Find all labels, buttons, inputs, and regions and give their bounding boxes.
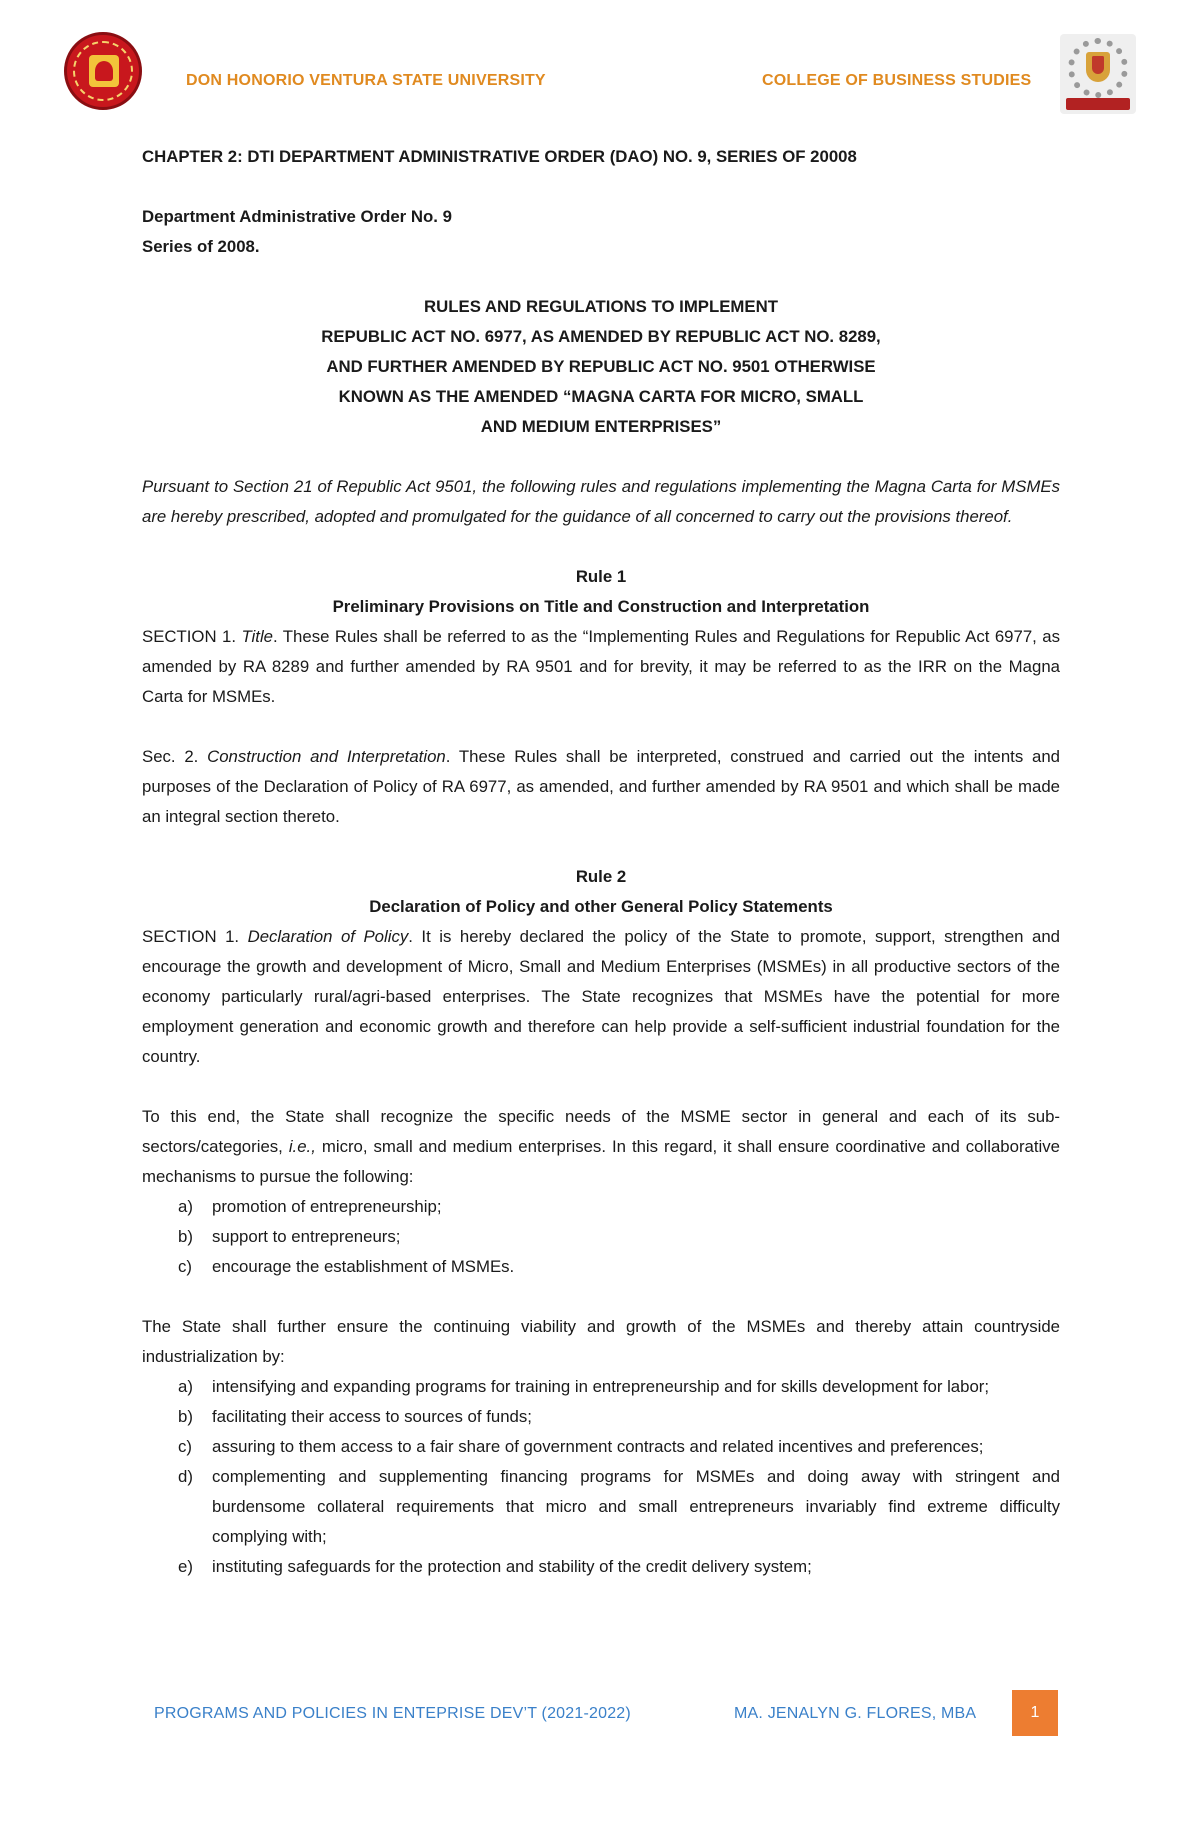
- section-text: . These Rules shall be interpreted, construed and carried out the intents and purposes of the Declaration of Policy of RA 6977, as amended, and further amended by RA 9501 and which shall be made an integral section thereto.: [142, 747, 1060, 826]
- list-item: [142, 1402, 1060, 1432]
- list-item: [142, 1252, 1060, 1282]
- list-marker: c): [178, 1437, 192, 1456]
- section-title: Title: [241, 627, 274, 646]
- seal-inner: [95, 61, 113, 81]
- title-line: KNOWN AS THE AMENDED “MAGNA CARTA FOR MICRO, SMALL: [338, 387, 864, 406]
- list-item: [142, 1222, 1060, 1252]
- university-seal-icon: [64, 32, 142, 110]
- list-marker: a): [178, 1377, 193, 1396]
- preamble: Pursuant to Section 21 of Republic Act 9501, the following rules and regulations implementing the Magna Carta for MSMEs are hereby prescribed, adopted and promulgated for the guidance of all concerned to carry out the provisions thereof.: [142, 477, 1060, 526]
- section-title: Declaration of Policy: [247, 927, 409, 946]
- paragraph-text: micro, small and medium enterprises. In this regard, it shall ensure coordinative and collaborative mechanisms to pursue the following:: [142, 1137, 1060, 1186]
- section-label: SECTION 1.: [142, 627, 242, 646]
- rule2-section1: [142, 922, 1060, 1072]
- emblem-ribbon: [1066, 98, 1130, 110]
- list-text: promotion of entrepreneurship;: [212, 1197, 442, 1216]
- list-text: support to entrepreneurs;: [212, 1227, 401, 1246]
- list-marker: a): [178, 1197, 193, 1216]
- list-item: [142, 1552, 1060, 1582]
- page-number: 1: [1012, 1690, 1058, 1736]
- author-footer: MA. JENALYN G. FLORES, MBA: [734, 1705, 977, 1722]
- list-text: encourage the establishment of MSMEs.: [212, 1257, 515, 1276]
- rule2-heading: Rule 2: [575, 867, 627, 886]
- rule1-section1: [142, 622, 1060, 712]
- list-marker: d): [178, 1467, 193, 1486]
- document-body: [142, 142, 1060, 1582]
- list-item: [142, 1192, 1060, 1222]
- policy-list: [142, 1192, 1060, 1282]
- rule1-heading: Rule 1: [575, 567, 627, 586]
- list-text: instituting safeguards for the protection and stability of the credit delivery system;: [212, 1557, 812, 1576]
- list-item: [142, 1372, 1060, 1402]
- section-text: . It is hereby declared the policy of the State to promote, support, strengthen and encourage the growth and development of Micro, Small and Medium Enterprises (MSMEs) in all productive sectors of the economy particularly rural/agri-based enterprises. The State recognizes that MSMEs have the potential for more employment generation and economic growth and therefore can help provide a self-sufficient industrial foundation for the country.: [142, 927, 1060, 1066]
- title-line: REPUBLIC ACT NO. 6977, AS AMENDED BY REPUBLIC ACT NO. 8289,: [321, 327, 881, 346]
- rule1-section2: [142, 742, 1060, 832]
- dao-line-2: Series of 2008.: [142, 237, 260, 256]
- rule2-paragraph-2: [142, 1102, 1060, 1192]
- course-footer: PROGRAMS AND POLICIES IN ENTEPRISE DEV’T (2021-2022): [154, 1705, 631, 1722]
- list-item: [142, 1432, 1060, 1462]
- section-text: . These Rules shall be referred to as the “Implementing Rules and Regulations for Republic Act 6977, as amended by RA 8289 and further amended by RA 9501 and for brevity, it may be referred to as the IRR on the Magna Carta for MSMEs.: [142, 627, 1060, 706]
- list-item: [142, 1462, 1060, 1552]
- list-marker: e): [178, 1557, 193, 1576]
- list-text: intensifying and expanding programs for training in entrepreneurship and for skills development for labor;: [212, 1377, 990, 1396]
- list-marker: b): [178, 1407, 193, 1426]
- title-line: AND MEDIUM ENTERPRISES”: [480, 417, 722, 436]
- chapter-title: CHAPTER 2: DTI DEPARTMENT ADMINISTRATIVE ORDER (DAO) NO. 9, SERIES OF 20008: [142, 147, 857, 166]
- list-text: facilitating their access to sources of funds;: [212, 1407, 532, 1426]
- rule2-paragraph-3: The State shall further ensure the continuing viability and growth of the MSMEs and thereby attain countryside industrialization by:: [142, 1317, 1060, 1366]
- ie-abbrev: i.e.,: [288, 1137, 316, 1156]
- university-name: DON HONORIO VENTURA STATE UNIVERSITY: [186, 72, 546, 89]
- list-text: assuring to them access to a fair share of government contracts and related incentives and preferences;: [212, 1437, 984, 1456]
- rule2-subheading: Declaration of Policy and other General Policy Statements: [369, 897, 833, 916]
- college-emblem-icon: [1060, 34, 1136, 114]
- list-marker: b): [178, 1227, 193, 1246]
- list-marker: c): [178, 1257, 192, 1276]
- dao-line-1: Department Administrative Order No. 9: [142, 207, 452, 226]
- section-label: SECTION 1.: [142, 927, 248, 946]
- title-line: AND FURTHER AMENDED BY REPUBLIC ACT NO. 9501 OTHERWISE: [326, 357, 876, 376]
- industrialization-list: [142, 1372, 1060, 1582]
- rule1-subheading: Preliminary Provisions on Title and Construction and Interpretation: [332, 597, 870, 616]
- section-label: Sec. 2.: [142, 747, 208, 766]
- section-title: Construction and Interpretation: [207, 747, 446, 766]
- college-name: COLLEGE OF BUSINESS STUDIES: [762, 72, 1032, 89]
- emblem-shield-inner: [1092, 56, 1104, 74]
- list-text: complementing and supplementing financing programs for MSMEs and doing away with stringent and burdensome collateral requirements that micro and small entrepreneurs invariably find extreme difficulty complying with;: [212, 1467, 1060, 1546]
- title-line: RULES AND REGULATIONS TO IMPLEMENT: [424, 297, 778, 316]
- paragraph-text: To this end, the State shall recognize the specific needs of the MSME sector in general and each of its sub-sectors/categories,: [142, 1107, 1060, 1156]
